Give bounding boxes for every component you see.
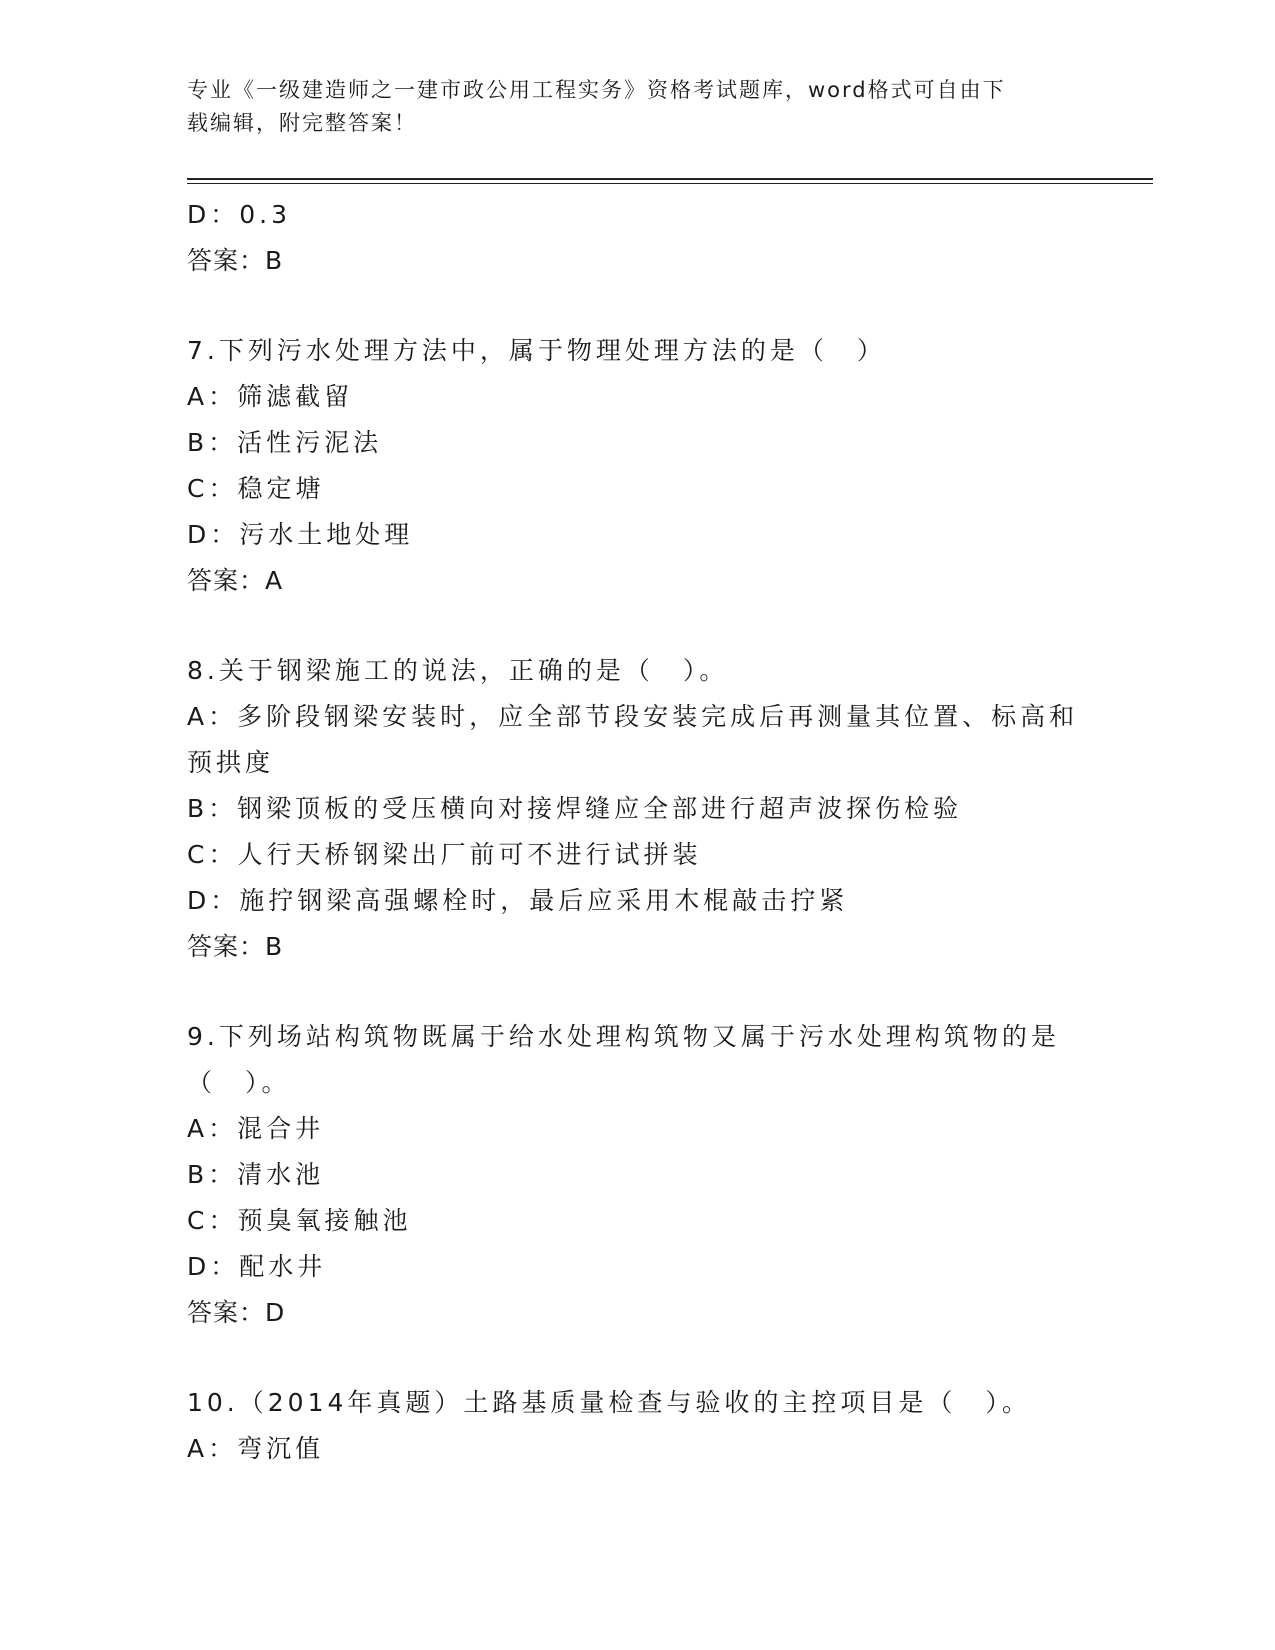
header-text-line-1: 专业《一级建造师之一建市政公用工程实务》资格考试题库，word格式可自由下 — [187, 78, 1006, 102]
header-divider-thin — [187, 183, 1153, 184]
answer-line: 答案：B — [187, 932, 284, 961]
question-text-line-2: （ ）。 — [187, 1068, 291, 1097]
option-b: B：钢梁顶板的受压横向对接焊缝应全部进行超声波探伤检验 — [187, 794, 963, 823]
option-c: C：人行天桥钢梁出厂前可不进行试拼装 — [187, 840, 702, 869]
spacer — [187, 1336, 1087, 1380]
spacer — [187, 284, 1087, 328]
option-a-line-2: 预拱度 — [187, 748, 275, 777]
document-header — [187, 74, 1067, 140]
question-text: 7.下列污水处理方法中，属于物理处理方法的是（ ） — [187, 336, 886, 365]
answer-line: 答案：A — [187, 566, 284, 595]
question-8 — [187, 648, 1087, 970]
question-text-line-1: 9.下列场站构筑物既属于给水处理构筑物又属于污水处理构筑物的是 — [187, 1022, 1060, 1051]
option-a: A：混合井 — [187, 1114, 325, 1143]
option-c: C：预臭氧接触池 — [187, 1206, 412, 1235]
option-a: A：弯沉值 — [187, 1434, 325, 1463]
option-d: D：污水土地处理 — [187, 520, 414, 549]
spacer — [187, 604, 1087, 648]
option-b: B：活性污泥法 — [187, 428, 383, 457]
question-9 — [187, 1014, 1087, 1336]
option-c: C：稳定塘 — [187, 474, 325, 503]
spacer — [187, 970, 1087, 1014]
option-d: D：施拧钢梁高强螺栓时，最后应采用木棍敲击拧紧 — [187, 886, 849, 915]
question-10 — [187, 1380, 1087, 1472]
document-body — [187, 192, 1087, 1472]
header-divider-thick — [187, 178, 1153, 180]
option-b: B：清水池 — [187, 1160, 325, 1189]
header-text-line-2: 载编辑，附完整答案！ — [187, 111, 417, 135]
question-text: 10.（2014年真题）土路基质量检查与验收的主控项目是（ ）。 — [187, 1388, 1031, 1417]
answer-line: 答案：D — [187, 1298, 286, 1327]
option-d: D：0.3 — [187, 200, 292, 229]
question-text: 8.关于钢梁施工的说法，正确的是（ ）。 — [187, 656, 729, 685]
option-d: D：配水井 — [187, 1252, 327, 1281]
option-a-line-1: A：多阶段钢梁安装时，应全部节段安装完成后再测量其位置、标高和 — [187, 702, 1079, 731]
question-7 — [187, 328, 1087, 604]
option-a: A：筛滤截留 — [187, 382, 354, 411]
answer-line: 答案：B — [187, 246, 284, 275]
previous-question-tail — [187, 192, 1087, 284]
